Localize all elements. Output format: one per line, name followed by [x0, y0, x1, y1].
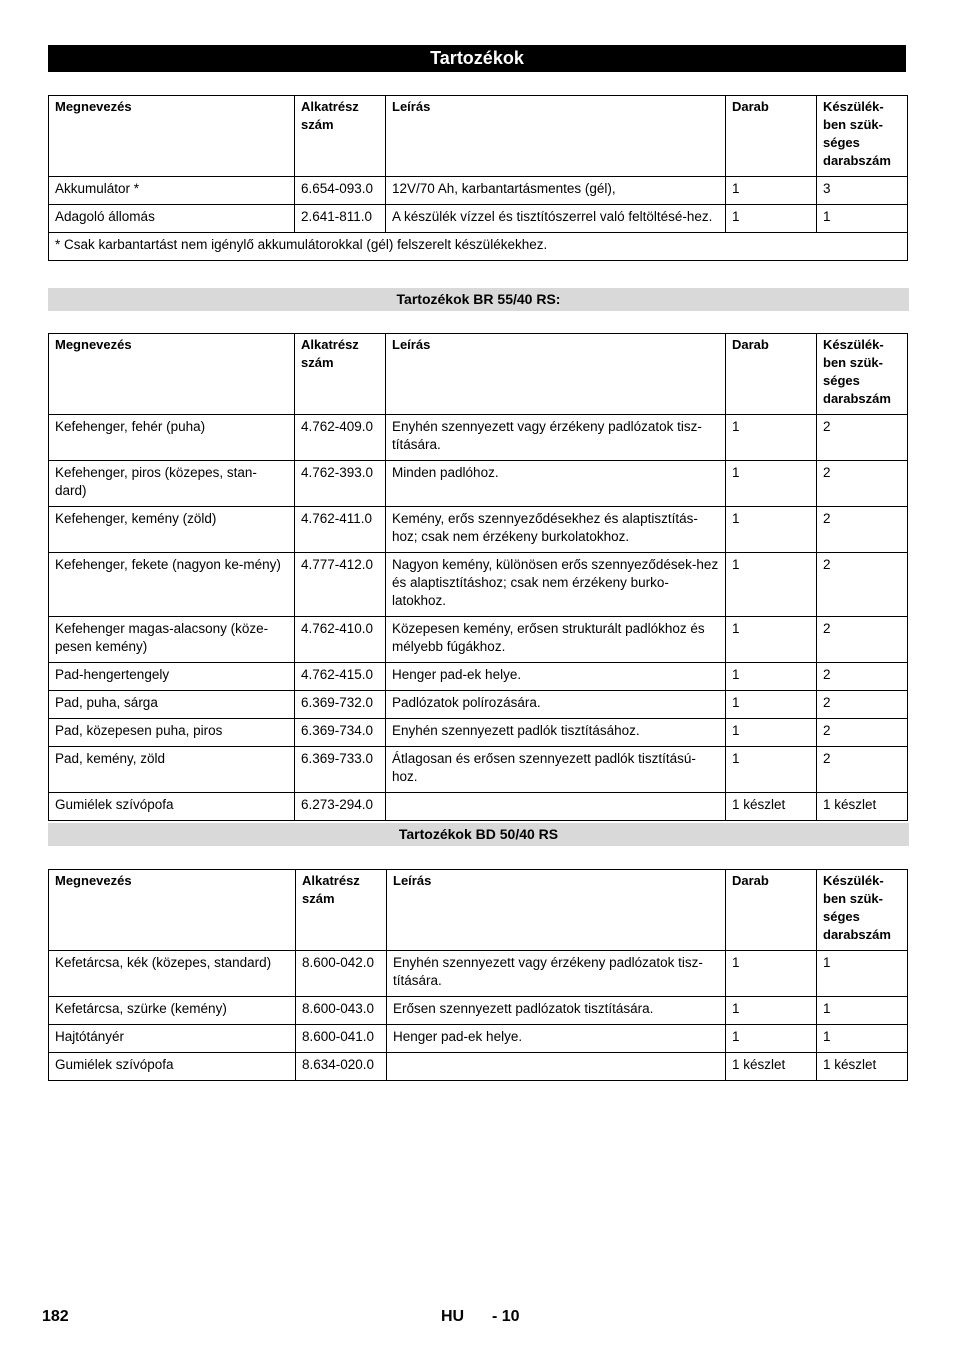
table-row [49, 507, 908, 553]
cell-name: Kefehenger, fehér (puha) [49, 415, 295, 461]
cell-description: Enyhén szennyezett vagy érzékeny padlózatok tisz-títására. [386, 415, 726, 461]
cell-required: 1 [817, 951, 908, 997]
table-row [49, 1053, 908, 1081]
footnote-row [49, 233, 908, 261]
cell-part-number: 4.762-409.0 [295, 415, 386, 461]
table-row [49, 793, 908, 821]
cell-description: Enyhén szennyezett padlók tisztításához. [386, 719, 726, 747]
cell-required: 2 [817, 415, 908, 461]
header-quantity: Darab [726, 334, 817, 415]
header-required-line: darabszám [823, 927, 891, 942]
header-quantity: Darab [726, 870, 817, 951]
cell-required: 2 [817, 747, 908, 793]
table-row [49, 747, 908, 793]
cell-name: Pad, kemény, zöld [49, 747, 295, 793]
cell-name: Kefehenger, kemény (zöld) [49, 507, 295, 553]
cell-quantity: 1 [726, 719, 817, 747]
cell-required: 2 [817, 691, 908, 719]
cell-part-number: 6.273-294.0 [295, 793, 386, 821]
cell-name: Kefetárcsa, szürke (kemény) [49, 997, 296, 1025]
section-title-bd: Tartozékok BD 50/40 RS [48, 823, 909, 846]
header-name: Megnevezés [49, 334, 295, 415]
cell-required: 1 készlet [817, 1053, 908, 1081]
cell-part-number: 4.762-393.0 [295, 461, 386, 507]
cell-description: A készülék vízzel és tisztítószerrel való feltöltésé-hez. [386, 205, 726, 233]
section-title-br: Tartozékok BR 55/40 RS: [48, 288, 909, 311]
cell-part-number: 2.641-811.0 [295, 205, 386, 233]
cell-description [386, 793, 726, 821]
footnote: * Csak karbantartást nem igénylő akkumulátorokkal (gél) felszerelt készülékekhez. [49, 233, 908, 261]
header-required-line: Készülék- [823, 873, 884, 888]
accessories-table-br [48, 333, 908, 821]
cell-part-number: 8.600-043.0 [296, 997, 387, 1025]
cell-required: 2 [817, 507, 908, 553]
cell-description: Minden padlóhoz. [386, 461, 726, 507]
header-description: Leírás [386, 96, 726, 177]
header-required-line: séges [823, 909, 860, 924]
header-required-quantity [817, 870, 908, 951]
header-required-quantity [817, 334, 908, 415]
table-row [49, 177, 908, 205]
cell-name: Hajtótányér [49, 1025, 296, 1053]
header-description: Leírás [386, 334, 726, 415]
cell-required: 1 [817, 997, 908, 1025]
table-row [49, 205, 908, 233]
table-row [49, 1025, 908, 1053]
cell-part-number: 4.762-410.0 [295, 617, 386, 663]
page-title: Tartozékok [48, 45, 906, 72]
cell-name: Adagoló állomás [49, 205, 295, 233]
header-required-line: darabszám [823, 153, 891, 168]
cell-description: Erősen szennyezett padlózatok tisztítására. [387, 997, 726, 1025]
header-required-quantity [817, 96, 908, 177]
cell-quantity: 1 [726, 663, 817, 691]
header-required-line: ben szük- [823, 355, 883, 370]
table-header-row [49, 334, 908, 415]
cell-name: Pad, puha, sárga [49, 691, 295, 719]
table-row [49, 663, 908, 691]
table-row [49, 719, 908, 747]
cell-part-number: 4.762-411.0 [295, 507, 386, 553]
cell-description: Kemény, erős szennyeződésekhez és alaptisztítás-hoz; csak nem érzékeny burkolatokhoz. [386, 507, 726, 553]
cell-name: Gumiélek szívópofa [49, 793, 295, 821]
cell-description: Henger pad-ek helye. [387, 1025, 726, 1053]
cell-quantity: 1 [726, 507, 817, 553]
table-row [49, 553, 908, 617]
cell-quantity: 1 [726, 997, 817, 1025]
cell-required: 2 [817, 553, 908, 617]
cell-part-number: 8.634-020.0 [296, 1053, 387, 1081]
header-quantity: Darab [726, 96, 817, 177]
table-header-row [49, 96, 908, 177]
cell-name: Akkumulátor * [49, 177, 295, 205]
cell-required: 3 [817, 177, 908, 205]
header-required-line: Készülék- [823, 337, 884, 352]
cell-name: Kefehenger magas-alacsony (köze-pesen kemény) [49, 617, 295, 663]
cell-name: Kefehenger, fekete (nagyon ke-mény) [49, 553, 295, 617]
header-required-line: ben szük- [823, 117, 883, 132]
cell-part-number: 6.654-093.0 [295, 177, 386, 205]
table-row [49, 617, 908, 663]
accessories-table-general [48, 95, 908, 261]
cell-quantity: 1 [726, 951, 817, 997]
cell-quantity: 1 készlet [726, 793, 817, 821]
cell-required: 1 készlet [817, 793, 908, 821]
header-required-line: ben szük- [823, 891, 883, 906]
cell-part-number: 4.777-412.0 [295, 553, 386, 617]
cell-quantity: 1 [726, 205, 817, 233]
cell-description: Nagyon kemény, különösen erős szennyeződések-hez és alaptisztításhoz; csak nem érzékeny burko-latokhoz. [386, 553, 726, 617]
cell-quantity: 1 készlet [726, 1053, 817, 1081]
table-row [49, 415, 908, 461]
cell-quantity: 1 [726, 553, 817, 617]
page-number: 182 [42, 1308, 69, 1325]
cell-quantity: 1 [726, 691, 817, 719]
cell-name: Kefehenger, piros (közepes, stan-dard) [49, 461, 295, 507]
cell-name: Pad, közepesen puha, piros [49, 719, 295, 747]
cell-required: 2 [817, 719, 908, 747]
header-part-number: Alkatrész szám [295, 334, 386, 415]
cell-name: Gumiélek szívópofa [49, 1053, 296, 1081]
cell-required: 1 [817, 205, 908, 233]
header-required-line: séges [823, 373, 860, 388]
cell-quantity: 1 [726, 177, 817, 205]
cell-part-number: 6.369-733.0 [295, 747, 386, 793]
cell-description: Átlagosan és erősen szennyezett padlók tisztítású-hoz. [386, 747, 726, 793]
header-required-line: darabszám [823, 391, 891, 406]
cell-quantity: 1 [726, 1025, 817, 1053]
cell-part-number: 6.369-734.0 [295, 719, 386, 747]
language-code: HU [441, 1308, 465, 1325]
cell-part-number: 8.600-041.0 [296, 1025, 387, 1053]
table-row [49, 997, 908, 1025]
section-reference: - 10 [492, 1308, 520, 1325]
cell-name: Pad-hengertengely [49, 663, 295, 691]
cell-required: 2 [817, 461, 908, 507]
cell-quantity: 1 [726, 415, 817, 461]
cell-quantity: 1 [726, 461, 817, 507]
cell-description: Padlózatok polírozására. [386, 691, 726, 719]
cell-description: Enyhén szennyezett vagy érzékeny padlózatok tisz-títására. [387, 951, 726, 997]
cell-description: Henger pad-ek helye. [386, 663, 726, 691]
header-part-number: Alkatrész szám [296, 870, 387, 951]
header-name: Megnevezés [49, 96, 295, 177]
header-description: Leírás [387, 870, 726, 951]
table-row [49, 951, 908, 997]
cell-part-number: 6.369-732.0 [295, 691, 386, 719]
header-required-line: séges [823, 135, 860, 150]
accessories-table-bd [48, 869, 908, 1081]
header-required-line: Készülék- [823, 99, 884, 114]
cell-name: Kefetárcsa, kék (közepes, standard) [49, 951, 296, 997]
cell-description: Közepesen kemény, erősen strukturált padlókhoz és mélyebb fúgákhoz. [386, 617, 726, 663]
cell-part-number: 4.762-415.0 [295, 663, 386, 691]
cell-required: 2 [817, 663, 908, 691]
cell-quantity: 1 [726, 747, 817, 793]
cell-quantity: 1 [726, 617, 817, 663]
header-name: Megnevezés [49, 870, 296, 951]
table-header-row [49, 870, 908, 951]
cell-description: 12V/70 Ah, karbantartásmentes (gél), [386, 177, 726, 205]
table-row [49, 691, 908, 719]
table-row [49, 461, 908, 507]
cell-part-number: 8.600-042.0 [296, 951, 387, 997]
cell-required: 1 [817, 1025, 908, 1053]
cell-required: 2 [817, 617, 908, 663]
header-part-number: Alkatrész szám [295, 96, 386, 177]
cell-description [387, 1053, 726, 1081]
